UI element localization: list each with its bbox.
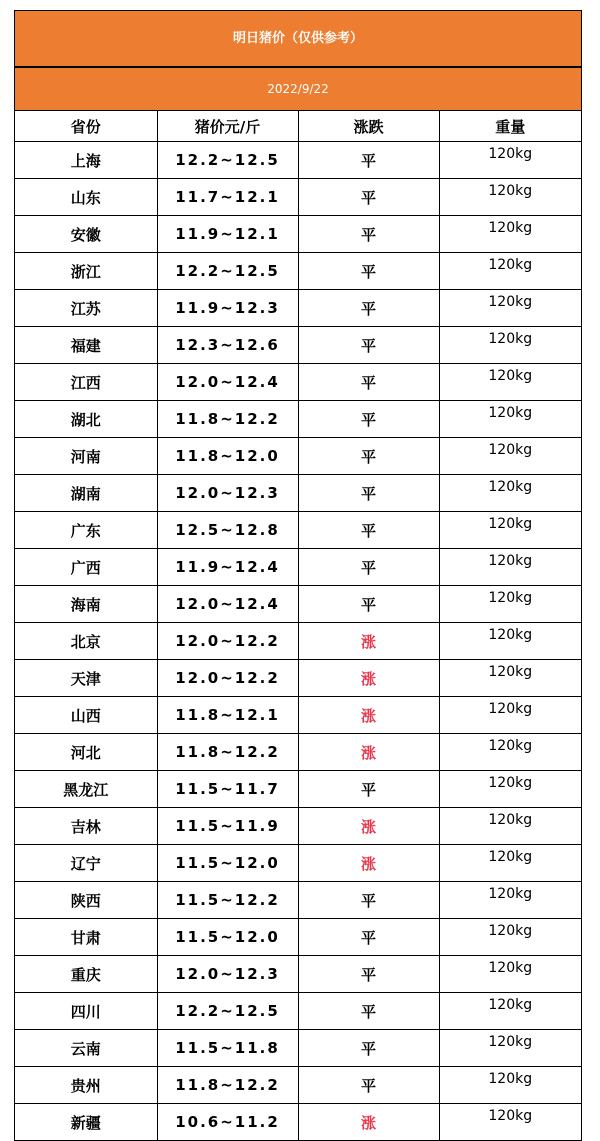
page-title: 明日猪价（仅供参考） <box>15 10 581 67</box>
weight-cell: 120kg <box>439 290 581 327</box>
price-cell: 11.5~11.7 <box>157 771 298 808</box>
change-cell: 平 <box>298 364 439 401</box>
weight-cell: 120kg <box>439 142 581 179</box>
weight-cell: 120kg <box>439 401 581 438</box>
weight-cell: 120kg <box>439 549 581 586</box>
header-price: 猪价元/斤 <box>157 111 298 142</box>
table-row <box>15 475 581 512</box>
table-body <box>15 142 581 1141</box>
province-cell: 天津 <box>15 660 157 697</box>
table-row <box>15 512 581 549</box>
weight-cell: 120kg <box>439 919 581 956</box>
table-row <box>15 438 581 475</box>
weight-cell: 120kg <box>439 808 581 845</box>
price-cell: 12.2~12.5 <box>157 993 298 1030</box>
table-row <box>15 623 581 660</box>
province-cell: 江西 <box>15 364 157 401</box>
header-weight: 重量 <box>439 111 581 142</box>
table-row <box>15 586 581 623</box>
price-sheet <box>14 10 582 1141</box>
province-cell: 海南 <box>15 586 157 623</box>
weight-cell: 120kg <box>439 216 581 253</box>
province-cell: 甘肃 <box>15 919 157 956</box>
table-row <box>15 882 581 919</box>
change-cell: 涨 <box>298 845 439 882</box>
change-cell: 平 <box>298 438 439 475</box>
change-cell: 平 <box>298 882 439 919</box>
price-cell: 11.8~12.2 <box>157 401 298 438</box>
table-row <box>15 1067 581 1104</box>
province-cell: 新疆 <box>15 1104 157 1141</box>
weight-cell: 120kg <box>439 993 581 1030</box>
province-cell: 四川 <box>15 993 157 1030</box>
header-change: 涨跌 <box>298 111 439 142</box>
change-cell: 涨 <box>298 734 439 771</box>
table-row <box>15 993 581 1030</box>
table-row <box>15 401 581 438</box>
change-cell: 涨 <box>298 697 439 734</box>
header-province: 省份 <box>15 111 157 142</box>
weight-cell: 120kg <box>439 438 581 475</box>
change-cell: 涨 <box>298 808 439 845</box>
price-cell: 12.0~12.3 <box>157 475 298 512</box>
province-cell: 湖北 <box>15 401 157 438</box>
province-cell: 陕西 <box>15 882 157 919</box>
price-cell: 12.3~12.6 <box>157 327 298 364</box>
table-row <box>15 142 581 179</box>
change-cell: 平 <box>298 475 439 512</box>
table-row <box>15 845 581 882</box>
province-cell: 安徽 <box>15 216 157 253</box>
weight-cell: 120kg <box>439 179 581 216</box>
table-row <box>15 660 581 697</box>
price-cell: 11.5~11.9 <box>157 808 298 845</box>
weight-cell: 120kg <box>439 956 581 993</box>
weight-cell: 120kg <box>439 660 581 697</box>
change-cell: 平 <box>298 1067 439 1104</box>
province-cell: 山西 <box>15 697 157 734</box>
table-row <box>15 734 581 771</box>
change-cell: 涨 <box>298 623 439 660</box>
price-table <box>15 111 581 1141</box>
price-cell: 12.0~12.3 <box>157 956 298 993</box>
price-cell: 11.9~12.3 <box>157 290 298 327</box>
table-row <box>15 919 581 956</box>
province-cell: 浙江 <box>15 253 157 290</box>
province-cell: 辽宁 <box>15 845 157 882</box>
price-cell: 11.8~12.1 <box>157 697 298 734</box>
table-row <box>15 327 581 364</box>
province-cell: 广东 <box>15 512 157 549</box>
weight-cell: 120kg <box>439 734 581 771</box>
change-cell: 平 <box>298 1030 439 1067</box>
table-row <box>15 179 581 216</box>
table-row <box>15 1104 581 1141</box>
province-cell: 重庆 <box>15 956 157 993</box>
price-cell: 12.2~12.5 <box>157 253 298 290</box>
weight-cell: 120kg <box>439 882 581 919</box>
price-cell: 11.8~12.0 <box>157 438 298 475</box>
table-row <box>15 216 581 253</box>
change-cell: 平 <box>298 549 439 586</box>
province-cell: 云南 <box>15 1030 157 1067</box>
province-cell: 上海 <box>15 142 157 179</box>
change-cell: 平 <box>298 512 439 549</box>
weight-cell: 120kg <box>439 1030 581 1067</box>
change-cell: 平 <box>298 216 439 253</box>
price-cell: 11.7~12.1 <box>157 179 298 216</box>
price-cell: 12.2~12.5 <box>157 142 298 179</box>
change-cell: 平 <box>298 253 439 290</box>
price-cell: 12.0~12.4 <box>157 364 298 401</box>
table-row <box>15 808 581 845</box>
weight-cell: 120kg <box>439 697 581 734</box>
province-cell: 山东 <box>15 179 157 216</box>
table-row <box>15 364 581 401</box>
weight-cell: 120kg <box>439 364 581 401</box>
change-cell: 平 <box>298 401 439 438</box>
province-cell: 河北 <box>15 734 157 771</box>
province-cell: 吉林 <box>15 808 157 845</box>
weight-cell: 120kg <box>439 1067 581 1104</box>
price-cell: 10.6~11.2 <box>157 1104 298 1141</box>
price-cell: 11.5~12.2 <box>157 882 298 919</box>
change-cell: 平 <box>298 179 439 216</box>
price-cell: 11.8~12.2 <box>157 734 298 771</box>
price-cell: 12.0~12.2 <box>157 623 298 660</box>
price-cell: 11.9~12.4 <box>157 549 298 586</box>
change-cell: 涨 <box>298 660 439 697</box>
change-cell: 涨 <box>298 1104 439 1141</box>
table-row <box>15 290 581 327</box>
change-cell: 平 <box>298 586 439 623</box>
province-cell: 福建 <box>15 327 157 364</box>
weight-cell: 120kg <box>439 586 581 623</box>
change-cell: 平 <box>298 919 439 956</box>
province-cell: 湖南 <box>15 475 157 512</box>
change-cell: 平 <box>298 956 439 993</box>
price-cell: 11.5~12.0 <box>157 919 298 956</box>
province-cell: 贵州 <box>15 1067 157 1104</box>
weight-cell: 120kg <box>439 512 581 549</box>
table-row <box>15 771 581 808</box>
weight-cell: 120kg <box>439 1104 581 1141</box>
province-cell: 黑龙江 <box>15 771 157 808</box>
price-cell: 11.5~11.8 <box>157 1030 298 1067</box>
change-cell: 平 <box>298 290 439 327</box>
weight-cell: 120kg <box>439 771 581 808</box>
province-cell: 河南 <box>15 438 157 475</box>
table-row <box>15 549 581 586</box>
table-row <box>15 697 581 734</box>
price-cell: 11.9~12.1 <box>157 216 298 253</box>
table-header-row <box>15 111 581 142</box>
province-cell: 江苏 <box>15 290 157 327</box>
weight-cell: 120kg <box>439 327 581 364</box>
price-cell: 12.0~12.2 <box>157 660 298 697</box>
province-cell: 北京 <box>15 623 157 660</box>
change-cell: 平 <box>298 993 439 1030</box>
price-cell: 11.8~12.2 <box>157 1067 298 1104</box>
change-cell: 平 <box>298 327 439 364</box>
price-cell: 12.5~12.8 <box>157 512 298 549</box>
table-row <box>15 956 581 993</box>
weight-cell: 120kg <box>439 623 581 660</box>
province-cell: 广西 <box>15 549 157 586</box>
change-cell: 平 <box>298 142 439 179</box>
table-row <box>15 253 581 290</box>
weight-cell: 120kg <box>439 253 581 290</box>
price-cell: 12.0~12.4 <box>157 586 298 623</box>
change-cell: 平 <box>298 771 439 808</box>
weight-cell: 120kg <box>439 845 581 882</box>
weight-cell: 120kg <box>439 475 581 512</box>
table-row <box>15 1030 581 1067</box>
date-banner: 2022/9/22 <box>15 67 581 111</box>
price-cell: 11.5~12.0 <box>157 845 298 882</box>
